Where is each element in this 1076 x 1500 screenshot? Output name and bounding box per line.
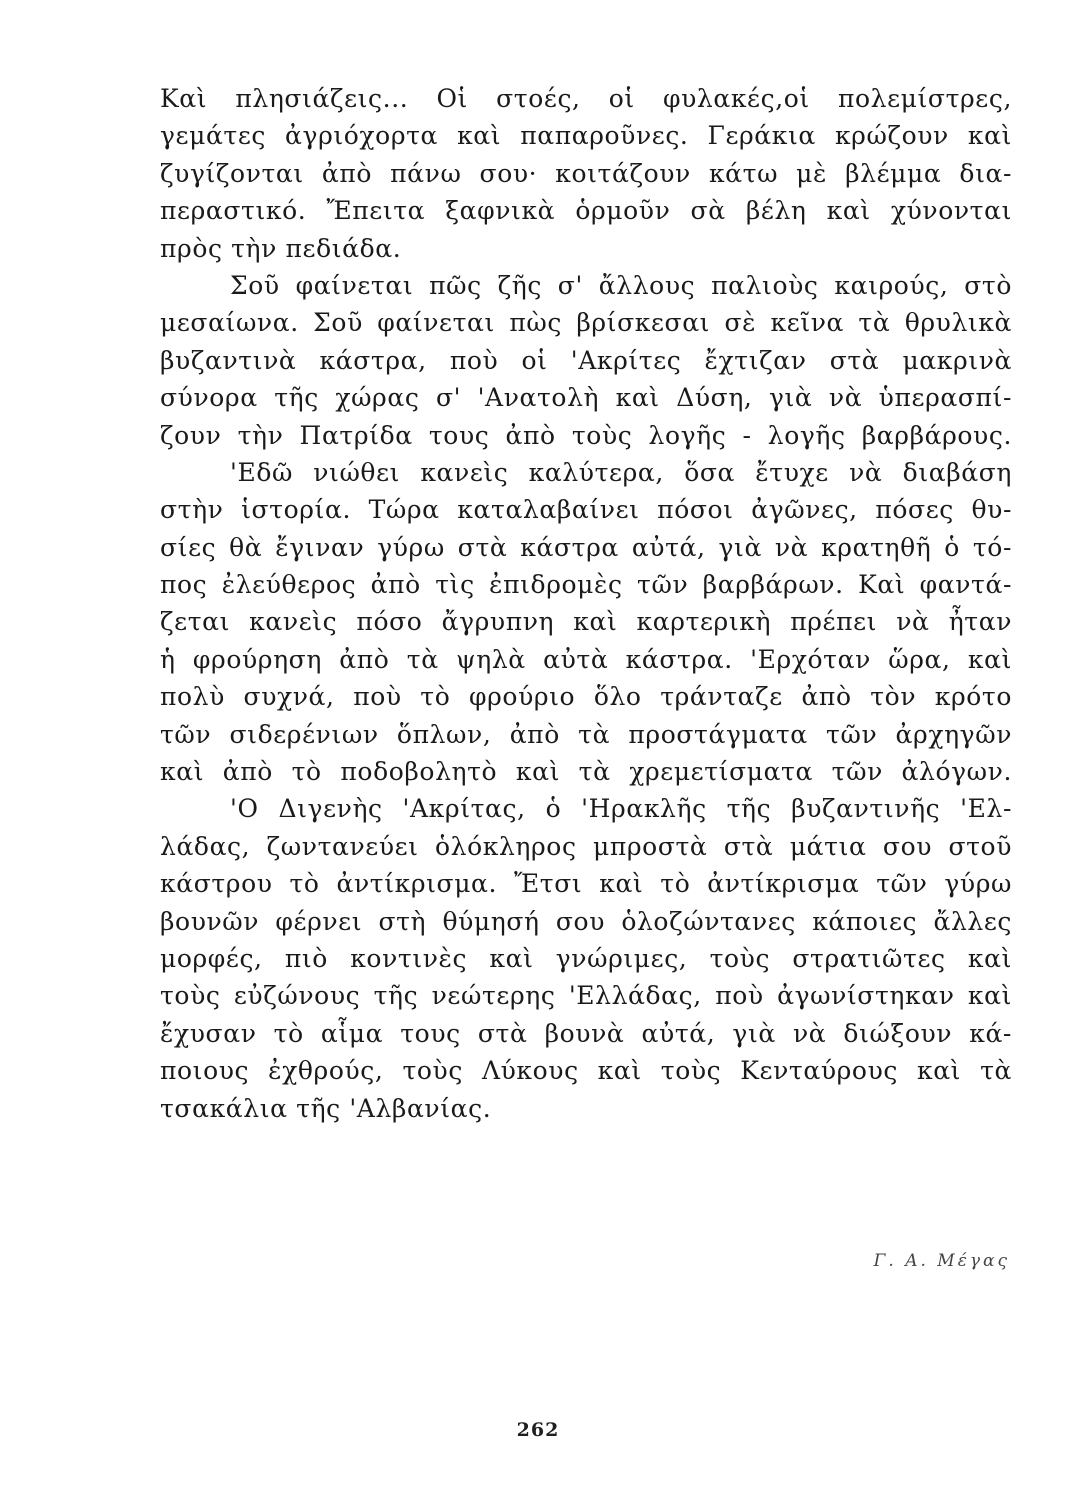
text-line: βουνῶν φέρνει στὴ θύμησή σου ὁλοζώντανες κάποιες ἄλλες <box>160 906 1012 936</box>
text-line: ποιους ἐχθρούς, τοὺς Λύκους καὶ τοὺς Κενταύρους καὶ τὰ <box>160 1056 1012 1086</box>
text-line: μεσαίωνα. Σοῦ φαίνεται πὼς βρίσκεσαι σὲ κεῖνα τὰ θρυλικὰ <box>160 308 1012 338</box>
text-line: κάστρου τὸ ἀντίκρισμα. Ἔτσι καὶ τὸ ἀντίκρισμα τῶν γύρω <box>160 869 1012 899</box>
text-line: Καὶ πλησιάζεις... Οἱ στοές, οἱ φυλακές,οἱ πολεμίστρες, <box>160 84 1012 113</box>
text-line: μορφές, πιὸ κοντινὲς καὶ γνώριμες, τοὺς στρατιῶτες καὶ <box>160 943 1012 973</box>
text-line: ζουν τὴν Πατρίδα τους ἀπὸ τοὺς λογῆς - λογῆς βαρβάρους. <box>160 420 1012 450</box>
page-number: 262 <box>516 1419 560 1441</box>
text-line: περαστικό. Ἔπειτα ξαφνικὰ ὁρμοῦν σὰ βέλη καὶ χύνονται <box>160 196 1012 226</box>
text-line: 'Εδῶ νιώθει κανεὶς καλύτερα, ὅσα ἔτυχε νὰ διαβάση <box>230 457 1012 487</box>
text-line: λάδας, ζωντανεύει ὁλόκληρος μπροστὰ στὰ μάτια σου στοῦ <box>160 831 1012 861</box>
text-line: πος ἐλεύθερος ἀπὸ τὶς ἐπιδρομὲς τῶν βαρβάρων. Καὶ φαντά- <box>160 570 1012 600</box>
text-line: σύνορα τῆς χώρας σ' 'Ανατολὴ καὶ Δύση, γιὰ νὰ ὑπερασπί- <box>160 383 1012 413</box>
text-line: 'Ο Διγενὴς 'Ακρίτας, ὁ 'Ηρακλῆς τῆς βυζαντινῆς 'Ελ- <box>230 794 1012 824</box>
text-line: καὶ ἀπὸ τὸ ποδοβολητὸ καὶ τὰ χρεμετίσματα τῶν ἀλόγων. <box>160 757 1012 787</box>
text-line: βυζαντινὰ κάστρα, ποὺ οἱ 'Ακρίτες ἔχτιζαν στὰ μακρινὰ <box>160 345 1012 375</box>
text-line: πολὺ συχνά, ποὺ τὸ φρούριο ὅλο τράνταζε ἀπὸ τὸν κρότο <box>160 682 1012 712</box>
text-line: γεμάτες ἀγριόχορτα καὶ παπαροῦνες. Γεράκια κρώζουν καὶ <box>160 121 1012 151</box>
body-text <box>160 80 1012 1127</box>
text-line: ζυγίζονται ἀπὸ πάνω σου· κοιτάζουν κάτω μὲ βλέμμα δια- <box>160 158 1012 188</box>
text-line: Σοῦ φαίνεται πῶς ζῆς σ' ἄλλους παλιοὺς καιρούς, στὸ <box>230 270 1012 300</box>
text-line: στὴν ἱστορία. Τώρα καταλαβαίνει πόσοι ἀγῶνες, πόσες θυ- <box>160 495 1012 525</box>
text-line: τοὺς εὐζώνους τῆς νεώτερης 'Ελλάδας, ποὺ ἀγωνίστηκαν καὶ <box>160 981 1012 1011</box>
text-line: ζεται κανεὶς πόσο ἄγρυπνη καὶ καρτερικὴ πρέπει νὰ ἦταν <box>160 607 1012 637</box>
author-signature: Γ. Α. Μέγας <box>873 1251 1010 1271</box>
text-line: ἔχυσαν τὸ αἷμα τους στὰ βουνὰ αὐτά, γιὰ νὰ διώξουν κά- <box>160 1018 1012 1048</box>
text-line: σίες θὰ ἔγιναν γύρω στὰ κάστρα αὐτά, γιὰ νὰ κρατηθῆ ὁ τό- <box>160 532 1012 562</box>
text-line: τσακάλια τῆς 'Αλβανίας. <box>160 1093 492 1123</box>
text-line: πρὸς τὴν πεδιάδα. <box>160 233 402 263</box>
text-line: ἡ φρούρηση ἀπὸ τὰ ψηλὰ αὐτὰ κάστρα. 'Ερχόταν ὥρα, καὶ <box>160 644 1012 674</box>
text-line: τῶν σιδερένιων ὅπλων, ἀπὸ τὰ προστάγματα τῶν ἀρχηγῶν <box>160 719 1012 749</box>
